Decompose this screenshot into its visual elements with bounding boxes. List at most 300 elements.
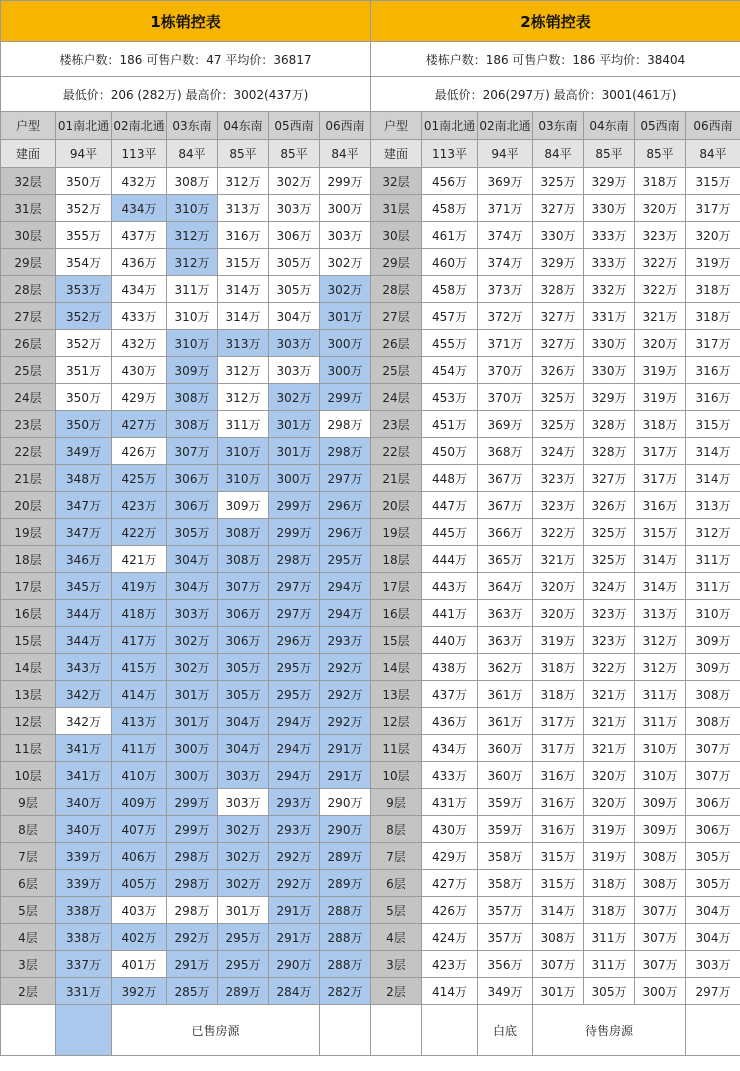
sold-unit-price: 302万 (218, 816, 269, 843)
floor-label: 13层 (371, 681, 422, 708)
unit-price: 356万 (478, 951, 533, 978)
floor-row (371, 978, 740, 1005)
sold-unit-price: 301万 (167, 708, 218, 735)
unit-price: 359万 (478, 789, 533, 816)
sold-unit-price: 340万 (56, 789, 112, 816)
unit-price: 357万 (478, 897, 533, 924)
sold-unit-price: 418万 (112, 600, 167, 627)
unit-price: 298万 (167, 897, 218, 924)
unit-price: 332万 (584, 276, 635, 303)
unit-price: 445万 (422, 519, 478, 546)
sold-unit-price: 304万 (167, 546, 218, 573)
sold-unit-price: 296万 (320, 492, 371, 519)
unit-price: 320万 (635, 330, 686, 357)
unit-price: 312万 (218, 384, 269, 411)
unit-price: 311万 (686, 546, 740, 573)
sold-unit-price: 307万 (218, 573, 269, 600)
floor-row (371, 384, 740, 411)
unit-price: 302万 (320, 249, 371, 276)
sold-unit-price: 301万 (269, 411, 320, 438)
unit-price: 429万 (422, 843, 478, 870)
unit-price: 318万 (533, 681, 584, 708)
unit-price: 374万 (478, 249, 533, 276)
floor-row (1, 951, 371, 978)
sold-unit-price: 296万 (320, 519, 371, 546)
sold-unit-price: 411万 (112, 735, 167, 762)
unit-price: 456万 (422, 168, 478, 195)
unit-type-header: 06西南 (320, 112, 371, 140)
sold-unit-price: 295万 (320, 546, 371, 573)
floor-row (1, 843, 371, 870)
sold-unit-price: 291万 (167, 951, 218, 978)
unit-type-header: 04东南 (218, 112, 269, 140)
floor-row (1, 492, 371, 519)
sold-unit-price: 345万 (56, 573, 112, 600)
floor-label: 29层 (371, 249, 422, 276)
unit-price: 316万 (533, 762, 584, 789)
floor-label: 11层 (1, 735, 56, 762)
unit-price: 305万 (269, 276, 320, 303)
floor-label: 32层 (371, 168, 422, 195)
sold-unit-price: 302万 (167, 654, 218, 681)
floor-label: 10层 (371, 762, 422, 789)
sold-unit-price: 427万 (112, 411, 167, 438)
table-title-row (1, 1, 371, 42)
unit-price: 333万 (584, 249, 635, 276)
unit-price: 304万 (686, 897, 740, 924)
sold-unit-price: 306万 (167, 465, 218, 492)
unit-price: 426万 (422, 897, 478, 924)
sold-unit-price: 302万 (320, 276, 371, 303)
unit-price: 316万 (533, 816, 584, 843)
unit-price: 309万 (686, 627, 740, 654)
floor-label: 22层 (371, 438, 422, 465)
floor-label: 16层 (371, 600, 422, 627)
unit-price: 319万 (584, 816, 635, 843)
unit-price: 368万 (478, 438, 533, 465)
sold-unit-price: 288万 (320, 951, 371, 978)
unit-area: 113平 (112, 140, 167, 168)
sold-unit-price: 417万 (112, 627, 167, 654)
unit-price: 434万 (422, 735, 478, 762)
sold-unit-price: 423万 (112, 492, 167, 519)
sold-unit-price: 294万 (269, 708, 320, 735)
sold-unit-price: 340万 (56, 816, 112, 843)
unit-price: 310万 (635, 762, 686, 789)
floor-label: 22层 (1, 438, 56, 465)
floor-row (1, 573, 371, 600)
unit-price: 461万 (422, 222, 478, 249)
floor-row (371, 654, 740, 681)
unit-price: 457万 (422, 303, 478, 330)
unit-price: 315万 (686, 411, 740, 438)
unit-price: 447万 (422, 492, 478, 519)
unit-price: 432万 (112, 168, 167, 195)
unit-price: 304万 (269, 303, 320, 330)
unit-price: 451万 (422, 411, 478, 438)
unit-price: 421万 (112, 546, 167, 573)
unit-price: 329万 (584, 384, 635, 411)
floor-row (371, 762, 740, 789)
floor-label: 12层 (1, 708, 56, 735)
unit-area: 94平 (478, 140, 533, 168)
sold-unit-price: 410万 (112, 762, 167, 789)
floor-label: 17层 (371, 573, 422, 600)
floor-row (1, 681, 371, 708)
unit-price: 370万 (478, 357, 533, 384)
unit-price: 301万 (218, 897, 269, 924)
sold-unit-price: 414万 (112, 681, 167, 708)
floor-row (371, 600, 740, 627)
floor-row (371, 168, 740, 195)
floor-row (371, 843, 740, 870)
unit-price: 360万 (478, 735, 533, 762)
unit-price: 322万 (635, 249, 686, 276)
unit-price: 324万 (584, 573, 635, 600)
unit-price: 319万 (635, 357, 686, 384)
floor-label: 3层 (1, 951, 56, 978)
floor-row (1, 168, 371, 195)
unit-price: 308万 (635, 870, 686, 897)
sold-unit-price: 301万 (320, 303, 371, 330)
floor-row (1, 600, 371, 627)
unit-price: 371万 (478, 195, 533, 222)
unit-price: 315万 (533, 843, 584, 870)
floor-label: 2层 (1, 978, 56, 1005)
floor-row (1, 627, 371, 654)
unit-price: 318万 (584, 870, 635, 897)
unit-header-row (371, 112, 740, 140)
unit-price: 437万 (422, 681, 478, 708)
sold-unit-price: 419万 (112, 573, 167, 600)
floor-label: 8层 (1, 816, 56, 843)
floor-label: 16层 (1, 600, 56, 627)
legend-white-swatch (422, 1005, 478, 1056)
unit-price: 327万 (533, 330, 584, 357)
area-label: 建面 (371, 140, 422, 168)
unit-price: 330万 (584, 330, 635, 357)
sold-unit-price: 309万 (167, 357, 218, 384)
unit-price: 300万 (635, 978, 686, 1005)
unit-price: 436万 (422, 708, 478, 735)
unit-price: 314万 (635, 546, 686, 573)
legend-blank (371, 1005, 422, 1056)
unit-price: 330万 (584, 195, 635, 222)
unit-price: 309万 (635, 789, 686, 816)
floor-row (1, 357, 371, 384)
unit-price: 322万 (584, 654, 635, 681)
floor-row (1, 870, 371, 897)
unit-price: 303万 (686, 951, 740, 978)
unit-type-header: 01南北通 (56, 112, 112, 140)
sold-unit-price: 406万 (112, 843, 167, 870)
sold-unit-price: 294万 (269, 735, 320, 762)
sold-unit-price: 299万 (167, 789, 218, 816)
legend-row (1, 1005, 371, 1056)
unit-price: 351万 (56, 357, 112, 384)
unit-price: 314万 (218, 276, 269, 303)
unit-price: 330万 (584, 357, 635, 384)
unit-area: 84平 (167, 140, 218, 168)
unit-type-header: 03东南 (167, 112, 218, 140)
floor-row (1, 978, 371, 1005)
unit-price: 371万 (478, 330, 533, 357)
unit-price: 316万 (686, 357, 740, 384)
unit-price: 315万 (686, 168, 740, 195)
unit-price: 321万 (533, 546, 584, 573)
legend-blank (320, 1005, 371, 1056)
unit-price: 369万 (478, 168, 533, 195)
unit-area: 84平 (320, 140, 371, 168)
floor-row (371, 438, 740, 465)
sold-unit-price: 302万 (218, 843, 269, 870)
floor-label: 13层 (1, 681, 56, 708)
floor-row (371, 870, 740, 897)
unit-price: 307万 (635, 924, 686, 951)
unit-price: 298万 (320, 411, 371, 438)
unit-price: 312万 (686, 519, 740, 546)
unit-area: 85平 (584, 140, 635, 168)
unit-price: 372万 (478, 303, 533, 330)
unit-price: 311万 (686, 573, 740, 600)
unit-price: 403万 (112, 897, 167, 924)
unit-price: 320万 (533, 573, 584, 600)
unit-price: 315万 (635, 519, 686, 546)
floor-row (371, 951, 740, 978)
floor-label: 5层 (1, 897, 56, 924)
sold-unit-price: 338万 (56, 897, 112, 924)
sold-unit-price: 288万 (320, 897, 371, 924)
sold-unit-price: 341万 (56, 735, 112, 762)
floor-row (1, 654, 371, 681)
unit-price: 352万 (56, 195, 112, 222)
unit-price: 434万 (112, 276, 167, 303)
price-range-text: 最低价：206(297万) 最高价：3001(461万) (371, 77, 740, 112)
legend-blank (1, 1005, 56, 1056)
unit-price: 454万 (422, 357, 478, 384)
sold-unit-price: 282万 (320, 978, 371, 1005)
unit-price: 323万 (584, 627, 635, 654)
floor-label: 29层 (1, 249, 56, 276)
unit-price: 367万 (478, 492, 533, 519)
unit-price: 317万 (533, 708, 584, 735)
unit-price: 318万 (686, 303, 740, 330)
floor-row (371, 789, 740, 816)
floor-row (371, 330, 740, 357)
legend-white-label: 白底 (478, 1005, 533, 1056)
unit-price: 350万 (56, 384, 112, 411)
unit-price: 303万 (218, 789, 269, 816)
sold-unit-price: 346万 (56, 546, 112, 573)
unit-price: 437万 (112, 222, 167, 249)
unit-price: 358万 (478, 843, 533, 870)
unit-price: 401万 (112, 951, 167, 978)
unit-area: 94平 (56, 140, 112, 168)
sold-unit-price: 303万 (269, 330, 320, 357)
floor-label: 11层 (371, 735, 422, 762)
unit-price: 313万 (686, 492, 740, 519)
unit-type-header: 02南北通 (478, 112, 533, 140)
unit-price: 448万 (422, 465, 478, 492)
floor-row (371, 573, 740, 600)
sold-unit-price: 292万 (269, 870, 320, 897)
sold-unit-price: 313万 (218, 330, 269, 357)
unit-price: 297万 (686, 978, 740, 1005)
floor-row (371, 546, 740, 573)
unit-price: 331万 (584, 303, 635, 330)
unit-price: 306万 (269, 222, 320, 249)
sold-unit-price: 306万 (167, 492, 218, 519)
sold-unit-price: 425万 (112, 465, 167, 492)
floor-row (371, 411, 740, 438)
floor-row (371, 249, 740, 276)
floor-label: 6层 (1, 870, 56, 897)
unit-price: 317万 (686, 195, 740, 222)
floor-row (1, 519, 371, 546)
unit-price: 444万 (422, 546, 478, 573)
unit-price: 316万 (635, 492, 686, 519)
unit-price: 431万 (422, 789, 478, 816)
unit-price: 311万 (635, 681, 686, 708)
unit-header-label: 户型 (371, 112, 422, 140)
floor-label: 26层 (371, 330, 422, 357)
unit-price: 359万 (478, 816, 533, 843)
unit-price: 319万 (533, 627, 584, 654)
unit-price: 325万 (533, 384, 584, 411)
sold-unit-price: 310万 (167, 330, 218, 357)
sold-unit-price: 434万 (112, 195, 167, 222)
floor-label: 28层 (371, 276, 422, 303)
unit-price: 309万 (686, 654, 740, 681)
sold-unit-price: 392万 (112, 978, 167, 1005)
floor-label: 25层 (1, 357, 56, 384)
floor-label: 31层 (371, 195, 422, 222)
unit-price: 305万 (686, 870, 740, 897)
unit-price: 311万 (218, 411, 269, 438)
sold-unit-price: 299万 (269, 519, 320, 546)
unit-price: 307万 (635, 951, 686, 978)
unit-price: 317万 (533, 735, 584, 762)
sold-unit-price: 285万 (167, 978, 218, 1005)
floor-row (371, 627, 740, 654)
unit-area: 85平 (269, 140, 320, 168)
floor-row (371, 816, 740, 843)
unit-price: 321万 (584, 681, 635, 708)
floor-label: 21层 (371, 465, 422, 492)
sold-unit-price: 288万 (320, 924, 371, 951)
sold-unit-price: 302万 (167, 627, 218, 654)
unit-price: 309万 (635, 816, 686, 843)
unit-price: 327万 (533, 195, 584, 222)
unit-type-header: 05西南 (269, 112, 320, 140)
floor-row (371, 735, 740, 762)
area-row (371, 140, 740, 168)
unit-price: 458万 (422, 276, 478, 303)
unit-price: 438万 (422, 654, 478, 681)
sold-unit-price: 353万 (56, 276, 112, 303)
unit-price: 312万 (218, 357, 269, 384)
unit-price: 354万 (56, 249, 112, 276)
unit-price: 318万 (686, 276, 740, 303)
sold-unit-price: 331万 (56, 978, 112, 1005)
unit-price: 322万 (635, 276, 686, 303)
sold-unit-price: 413万 (112, 708, 167, 735)
floor-label: 19层 (1, 519, 56, 546)
sold-unit-price: 292万 (269, 843, 320, 870)
unit-price: 307万 (533, 951, 584, 978)
unit-type-header: 05西南 (635, 112, 686, 140)
unit-price: 327万 (584, 465, 635, 492)
sold-unit-price: 306万 (218, 600, 269, 627)
unit-price: 322万 (533, 519, 584, 546)
floor-row (1, 330, 371, 357)
unit-price: 325万 (533, 411, 584, 438)
sold-unit-price: 405万 (112, 870, 167, 897)
sold-unit-price: 293万 (320, 627, 371, 654)
sold-unit-price: 295万 (218, 924, 269, 951)
unit-price: 352万 (56, 330, 112, 357)
floor-label: 32层 (1, 168, 56, 195)
sold-unit-price: 299万 (269, 492, 320, 519)
floor-row (1, 789, 371, 816)
sold-unit-price: 284万 (269, 978, 320, 1005)
sold-unit-price: 338万 (56, 924, 112, 951)
unit-price: 317万 (635, 465, 686, 492)
sold-unit-price: 297万 (269, 600, 320, 627)
sold-unit-price: 310万 (167, 195, 218, 222)
floor-label: 30层 (1, 222, 56, 249)
unit-price: 321万 (584, 735, 635, 762)
legend-row (371, 1005, 740, 1056)
legend-sold-swatch (56, 1005, 112, 1056)
unit-price: 314万 (686, 438, 740, 465)
unit-price: 321万 (584, 708, 635, 735)
unit-price: 308万 (686, 708, 740, 735)
floor-label: 7层 (371, 843, 422, 870)
legend-sold-label: 已售房源 (112, 1005, 320, 1056)
unit-price: 430万 (422, 816, 478, 843)
floor-row (1, 546, 371, 573)
floor-label: 3层 (371, 951, 422, 978)
unit-price: 349万 (478, 978, 533, 1005)
unit-price: 374万 (478, 222, 533, 249)
unit-price: 310万 (635, 735, 686, 762)
sold-unit-price: 302万 (218, 870, 269, 897)
unit-price: 432万 (112, 330, 167, 357)
unit-price: 427万 (422, 870, 478, 897)
unit-price: 313万 (635, 600, 686, 627)
unit-price: 311万 (635, 708, 686, 735)
unit-price: 310万 (686, 600, 740, 627)
unit-price: 321万 (635, 303, 686, 330)
unit-price: 316万 (218, 222, 269, 249)
unit-area: 113平 (422, 140, 478, 168)
unit-price: 329万 (533, 249, 584, 276)
unit-price: 304万 (686, 924, 740, 951)
unit-price: 360万 (478, 762, 533, 789)
sold-unit-price: 290万 (269, 951, 320, 978)
area-label: 建面 (1, 140, 56, 168)
sold-unit-price: 295万 (269, 681, 320, 708)
unit-price: 328万 (584, 438, 635, 465)
unit-price: 433万 (112, 303, 167, 330)
unit-price: 414万 (422, 978, 478, 1005)
unit-price: 317万 (635, 438, 686, 465)
unit-price: 320万 (533, 600, 584, 627)
unit-header-row (1, 112, 371, 140)
unit-price: 369万 (478, 411, 533, 438)
sold-unit-price: 339万 (56, 870, 112, 897)
